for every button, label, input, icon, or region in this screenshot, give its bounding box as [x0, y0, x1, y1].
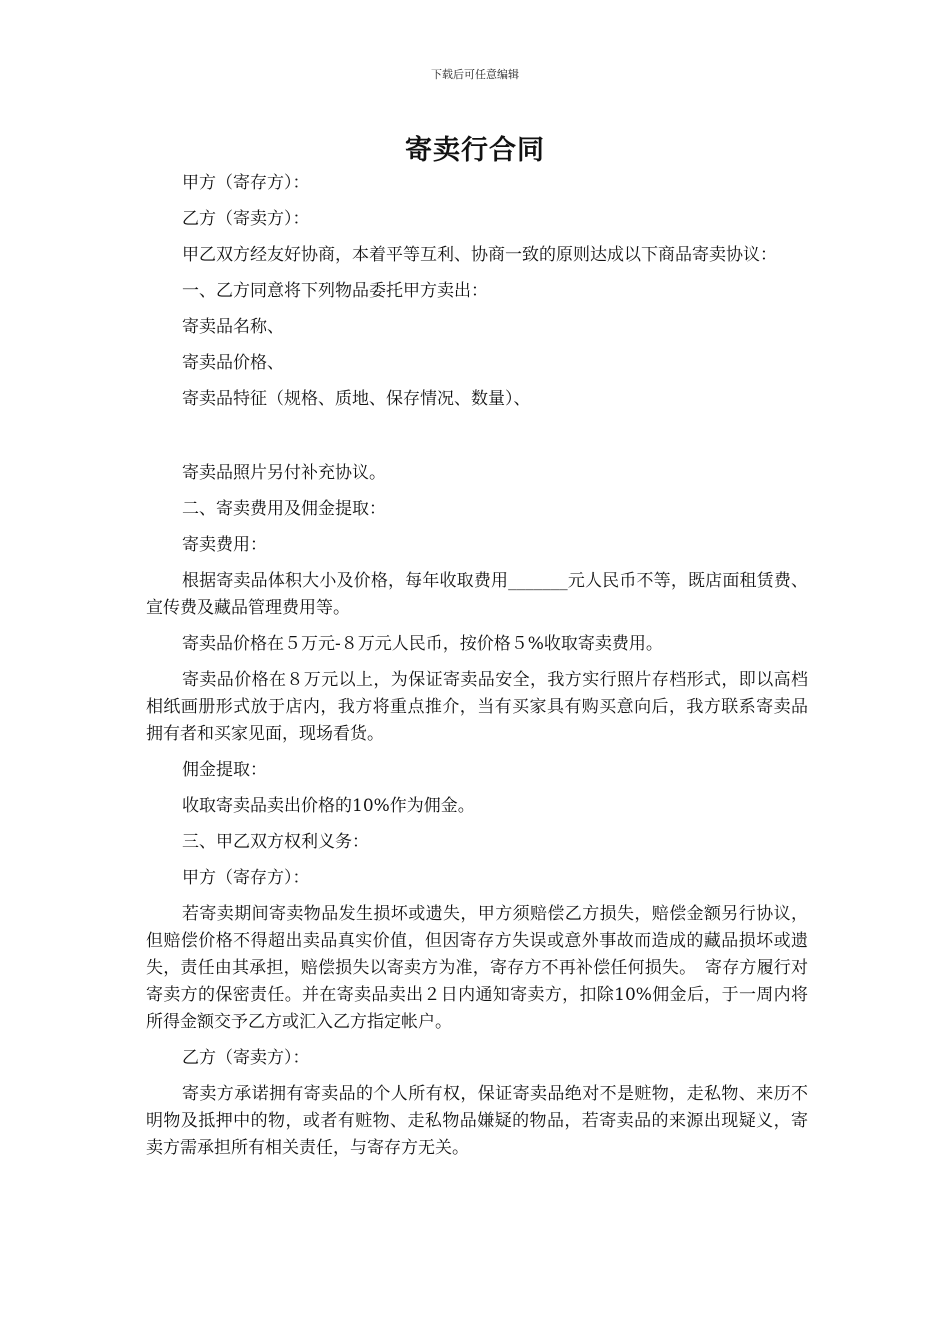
party-a-line: 甲方（寄存方）：: [182, 173, 310, 193]
item-name-line: 寄卖品名称、: [182, 317, 284, 337]
item-features-line: 寄卖品特征（规格、质地、保存情况、数量）、: [182, 389, 531, 409]
item-price-line: 寄卖品价格、: [182, 353, 284, 373]
document-body: [146, 170, 808, 1171]
party-a-subheading: 甲方（寄存方）：: [182, 868, 310, 888]
blank-space: [146, 422, 808, 460]
fees-paragraph-2: 寄卖品价格在５万元-８万元人民币，按价格５%收取寄卖费用。: [182, 634, 663, 654]
document-title: 寄卖行合同: [405, 135, 545, 166]
fees-subheading: 寄卖费用：: [182, 535, 267, 555]
item-photo-line: 寄卖品照片另付补充协议。: [182, 463, 386, 483]
header-note: 下载后可任意编辑: [431, 68, 519, 81]
section-2-heading: 二、寄卖费用及佣金提取：: [182, 499, 386, 519]
party-a-obligations: 若寄卖期间寄卖物品发生损坏或遗失，甲方须赔偿乙方损失，赔偿金额另行协议，但赔偿价格不得超出卖品真实价值，但因寄存方失误或意外事故而造成的藏品损坏或遗失，责任由其承担，赔偿损失以寄卖方为准，寄存方不再补偿任何损失。 寄存方履行对寄卖方的保密责任。并在寄卖品卖出２日内通知寄卖方，扣除10%佣金后，于一周内将所得金额交予乙方或汇入乙方指定帐户。: [146, 904, 808, 1032]
section-3-heading: 三、甲乙双方权利义务：: [182, 832, 369, 852]
fees-paragraph-3: 寄卖品价格在８万元以上，为保证寄卖品安全，我方实行照片存档形式，即以高档相纸画册形式放于店内，我方将重点推介，当有买家具有购买意向后，我方联系寄卖品拥有者和买家见面，现场看货。: [146, 670, 808, 744]
party-b-obligations: 寄卖方承诺拥有寄卖品的个人所有权，保证寄卖品绝对不是赃物，走私物、来历不明物及抵押中的物，或者有赃物、走私物品嫌疑的物品，若寄卖品的来源出现疑义，寄卖方需承担所有相关责任，与寄存方无关。: [146, 1084, 808, 1158]
fees-paragraph-1: 根据寄卖品体积大小及价格，每年收取费用_______元人民币不等，既店面租赁费、宣传费及藏品管理费用等。: [146, 571, 808, 618]
preamble: 甲乙双方经友好协商，本着平等互利、协商一致的原则达成以下商品寄卖协议：: [182, 245, 777, 265]
party-b-subheading: 乙方（寄卖方）：: [182, 1048, 310, 1068]
party-b-line: 乙方（寄卖方）：: [182, 209, 310, 229]
section-1-heading: 一、乙方同意将下列物品委托甲方卖出：: [182, 281, 488, 301]
commission-subheading: 佣金提取：: [182, 760, 267, 780]
commission-paragraph: 收取寄卖品卖出价格的10%作为佣金。: [182, 796, 475, 816]
